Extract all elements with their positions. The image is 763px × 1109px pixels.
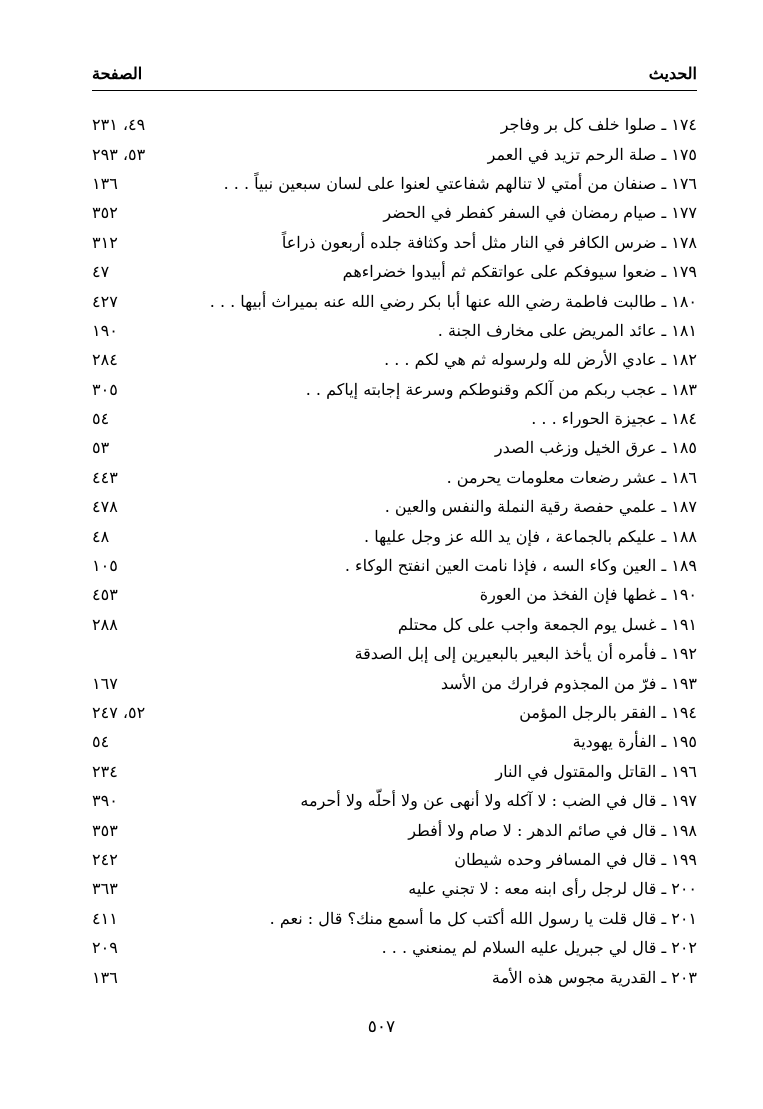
column-header (92, 58, 697, 88)
hadith-text: ضرس الكافر في النار مثل أحد وكثافة جلده أربعون ذراعاً (281, 232, 657, 252)
hadith-text: قال قلت يا رسول الله أكتب كل ما أسمع منك؟ قال : نعم . (269, 908, 657, 928)
hadith-number: ١٩٦ (671, 761, 697, 781)
hadith-entry-text (300, 791, 697, 810)
hadith-entry-text (398, 615, 697, 634)
hadith-index-list (92, 110, 697, 992)
page-reference: ٤٧٨ (92, 497, 118, 517)
list-item (92, 610, 697, 639)
hadith-number: ١٧٤ (671, 115, 697, 135)
hadith-number: ١٨٦ (671, 467, 697, 487)
hadith-text: غسل يوم الجمعة واجب على كل محتلم (397, 614, 657, 634)
hadith-number: ١٩٨ (671, 820, 697, 840)
entry-separator: ـ (656, 173, 672, 193)
page-reference: ٥٢، ٢٤٧ (92, 703, 146, 722)
hadith-entry-text (343, 262, 697, 281)
hadith-entry-text (488, 145, 697, 164)
page-reference: ٣٦٣ (92, 879, 118, 899)
hadith-text: صلة الرحم تزيد في العمر (487, 144, 657, 164)
hadith-text: عجيزة الحوراء . . . (531, 409, 657, 429)
page-reference: ١٠٥ (92, 556, 118, 576)
page-reference: ٤٤٣ (92, 467, 118, 487)
page-reference: ٢٣٤ (92, 761, 118, 781)
list-item (92, 257, 697, 286)
list-item (92, 286, 697, 315)
hadith-number: ٢٠٠ (671, 879, 697, 899)
entry-separator: ـ (656, 791, 672, 811)
hadith-entry-text (210, 292, 697, 311)
hadith-entry-text (224, 174, 697, 193)
hadith-text: عجب ربكم من آلكم وقنوطكم وسرعة إجابته إياكم . . (305, 379, 657, 399)
list-item (92, 933, 697, 962)
hadith-number: ١٧٦ (671, 173, 697, 193)
hadith-number: ١٨٧ (671, 497, 697, 517)
list-item (92, 639, 697, 668)
page-reference: ٥٣، ٢٩٣ (92, 144, 146, 164)
page-reference: ٤٨ (92, 526, 110, 546)
hadith-number: ١٨٢ (671, 350, 697, 370)
entry-separator: ـ (656, 409, 672, 429)
hadith-text: عرق الخيل وزغب الصدر (494, 438, 657, 458)
hadith-number: ٢٠٢ (671, 938, 697, 958)
hadith-number: ١٩٢ (671, 644, 697, 664)
entry-separator: ـ (656, 350, 672, 370)
list-item (92, 962, 697, 991)
list-item (92, 580, 697, 609)
hadith-text: قال في صائم الدهر : لا صام ولا أفطر (408, 820, 657, 840)
entry-separator: ـ (656, 232, 672, 252)
hadith-number: ١٨٣ (671, 379, 697, 399)
hadith-text: القاتل والمقتول في النار (495, 761, 657, 781)
page-reference: ٢٤٢ (92, 849, 118, 869)
list-item (92, 757, 697, 786)
list-item (92, 169, 697, 198)
hadith-text: فرّ من المجذوم فرارك من الأسد (440, 673, 657, 693)
entry-separator: ـ (656, 644, 672, 664)
entry-separator: ـ (656, 320, 672, 340)
hadith-entry-text (345, 556, 697, 575)
list-item (92, 727, 697, 756)
hadith-entry-text (454, 850, 697, 869)
list-item (92, 139, 697, 168)
hadith-entry-text (438, 321, 697, 340)
hadith-text: الفقر بالرجل المؤمن (519, 703, 657, 722)
list-item (92, 521, 697, 550)
entry-separator: ـ (656, 497, 672, 517)
page-reference: ٢٠٩ (92, 938, 118, 958)
entry-separator: ـ (656, 526, 672, 546)
hadith-number: ١٩٤ (671, 703, 697, 722)
hadith-entry-text (573, 732, 697, 751)
page-reference: ٣٩٠ (92, 791, 118, 811)
entry-separator: ـ (656, 820, 672, 840)
list-item (92, 316, 697, 345)
list-item (92, 904, 697, 933)
entry-separator: ـ (656, 262, 672, 282)
hadith-entry-text (495, 438, 697, 457)
hadith-number: ١٩٠ (671, 585, 697, 605)
list-item (92, 375, 697, 404)
hadith-text: ضعوا سيوفكم على عواتقكم ثم أبيدوا خضراءهم (342, 262, 657, 282)
hadith-text: صنفان من أمتي لا تنالهم شفاعتي لعنوا على لسان سبعين نبياً . . . (223, 173, 657, 193)
entry-separator: ـ (656, 291, 672, 311)
hadith-text: غطها فإن الفخذ من العورة (479, 585, 657, 605)
page-reference: ٤١١ (92, 908, 118, 928)
hadith-number: ١٧٨ (671, 232, 697, 252)
page-reference: ٥٣ (92, 438, 110, 458)
page-reference: ٤٧ (92, 262, 110, 282)
page-reference: ٣٠٥ (92, 379, 118, 399)
page-column-title: الصفحة (92, 63, 143, 83)
page-reference: ١٣٦ (92, 967, 118, 987)
hadith-number: ١٨٩ (671, 556, 697, 576)
page-reference: ١٣٦ (92, 173, 118, 193)
page-reference: ١٩٠ (92, 320, 118, 340)
hadith-text: قال لرجل رأى ابنه معه : لا تجني عليه (408, 879, 657, 899)
entry-separator: ـ (656, 849, 672, 869)
hadith-column-title: الحديث (648, 63, 697, 83)
hadith-number: ١٨١ (671, 320, 697, 340)
hadith-text: عشر رضعات معلومات يحرمن . (446, 467, 657, 487)
hadith-entry-text (441, 674, 697, 693)
hadith-text: صيام رمضان في السفر كفطر في الحضر (383, 203, 657, 223)
entry-separator: ـ (656, 115, 672, 135)
hadith-text: الفأرة يهودية (572, 732, 657, 752)
entry-separator: ـ (656, 556, 672, 576)
list-item (92, 345, 697, 374)
page-reference: ٥٤ (92, 409, 110, 429)
list-item (92, 845, 697, 874)
entry-separator: ـ (656, 144, 672, 164)
hadith-text: العين وكاء السه ، فإذا نامت العين انفتح الوكاء . (344, 556, 657, 576)
hadith-entry-text (384, 350, 697, 369)
hadith-text: القدرية مجوس هذه الأمة (491, 967, 657, 987)
hadith-number: ١٧٥ (671, 144, 697, 164)
hadith-entry-text (492, 968, 697, 987)
entry-separator: ـ (656, 585, 672, 605)
hadith-entry-text (355, 644, 697, 663)
list-item (92, 786, 697, 815)
header-divider (92, 90, 697, 91)
list-item (92, 404, 697, 433)
page-reference: ١٦٧ (92, 673, 118, 693)
hadith-number: ١٨٥ (671, 438, 697, 458)
hadith-number: ٢٠١ (671, 908, 697, 928)
hadith-number: ٢٠٣ (671, 967, 697, 987)
entry-separator: ـ (656, 938, 672, 958)
list-item (92, 198, 697, 227)
hadith-number: ١٩٣ (671, 673, 697, 693)
entry-separator: ـ (656, 761, 672, 781)
hadith-entry-text (282, 233, 697, 252)
hadith-number: ١٧٩ (671, 262, 697, 282)
list-item (92, 698, 697, 727)
hadith-entry-text (447, 468, 697, 487)
hadith-entry-text (364, 527, 697, 546)
hadith-entry-text (501, 115, 697, 134)
hadith-text: عادي الأرض لله ولرسوله ثم هي لكم . . . (384, 350, 657, 370)
hadith-text: عائد المريض على مخارف الجنة . (437, 320, 657, 340)
entry-separator: ـ (656, 908, 672, 928)
hadith-entry-text (306, 380, 697, 399)
hadith-entry-text (495, 762, 697, 781)
hadith-text: قال في الضب : لا آكله ولا أنهى عن ولا أحلّه ولا أحرمه (300, 791, 657, 811)
hadith-entry-text (531, 409, 697, 428)
hadith-entry-text (382, 938, 697, 957)
page-reference: ٤٥٣ (92, 585, 118, 605)
hadith-number: ١٩٩ (671, 849, 697, 869)
list-item (92, 668, 697, 697)
page-reference: ٤٢٧ (92, 291, 118, 311)
entry-separator: ـ (656, 673, 672, 693)
hadith-text: صلوا خلف كل بر وفاجر (500, 115, 657, 135)
entry-separator: ـ (656, 203, 672, 223)
hadith-entry-text (408, 879, 697, 898)
hadith-text: قال لي جبريل عليه السلام لم يمنعني . . . (381, 938, 657, 958)
page-reference: ٤٩، ٢٣١ (92, 115, 146, 135)
hadith-number: ١٨٤ (671, 409, 697, 429)
entry-separator: ـ (656, 703, 672, 722)
page-reference: ٣٥٣ (92, 820, 118, 840)
hadith-entry-text (385, 497, 697, 516)
entry-separator: ـ (656, 614, 672, 634)
hadith-number: ١٨٠ (671, 291, 697, 311)
hadith-number: ١٨٨ (671, 526, 697, 546)
entry-separator: ـ (656, 379, 672, 399)
list-item (92, 492, 697, 521)
entry-separator: ـ (656, 879, 672, 899)
list-item (92, 815, 697, 844)
list-item (92, 551, 697, 580)
list-item (92, 228, 697, 257)
entry-separator: ـ (656, 467, 672, 487)
hadith-entry-text (383, 203, 697, 222)
hadith-number: ١٩١ (671, 614, 697, 634)
hadith-number: ١٩٥ (671, 732, 697, 752)
page-reference: ٢٨٨ (92, 614, 118, 634)
hadith-text: قال في المسافر وحده شيطان (454, 849, 657, 869)
page-reference: ٣١٢ (92, 232, 118, 252)
hadith-text: فأمره أن يأخذ البعير بالبعيرين إلى إبل الصدقة (354, 644, 657, 664)
hadith-entry-text (408, 821, 697, 840)
page-reference: ٣٥٢ (92, 203, 118, 223)
hadith-text: عليكم بالجماعة ، فإن يد الله عز وجل عليها . (364, 526, 657, 546)
hadith-number: ١٧٧ (671, 203, 697, 223)
page-reference: ٥٤ (92, 732, 110, 752)
list-item (92, 433, 697, 462)
hadith-entry-text (270, 909, 697, 928)
entry-separator: ـ (656, 732, 672, 752)
list-item (92, 874, 697, 903)
list-item (92, 463, 697, 492)
hadith-text: علمي حفصة رقية النملة والنفس والعين . (384, 497, 657, 517)
page-reference: ٢٨٤ (92, 350, 118, 370)
hadith-entry-text (519, 703, 697, 722)
page-number: ٥٠٧ (367, 1017, 396, 1037)
entry-separator: ـ (656, 438, 672, 458)
hadith-text: طالبت فاطمة رضي الله عنها أبا بكر رضي الله عنه بميراث أبيها . . . (209, 291, 657, 311)
list-item (92, 110, 697, 139)
hadith-number: ١٩٧ (671, 791, 697, 811)
entry-separator: ـ (656, 967, 672, 987)
hadith-entry-text (480, 585, 697, 604)
